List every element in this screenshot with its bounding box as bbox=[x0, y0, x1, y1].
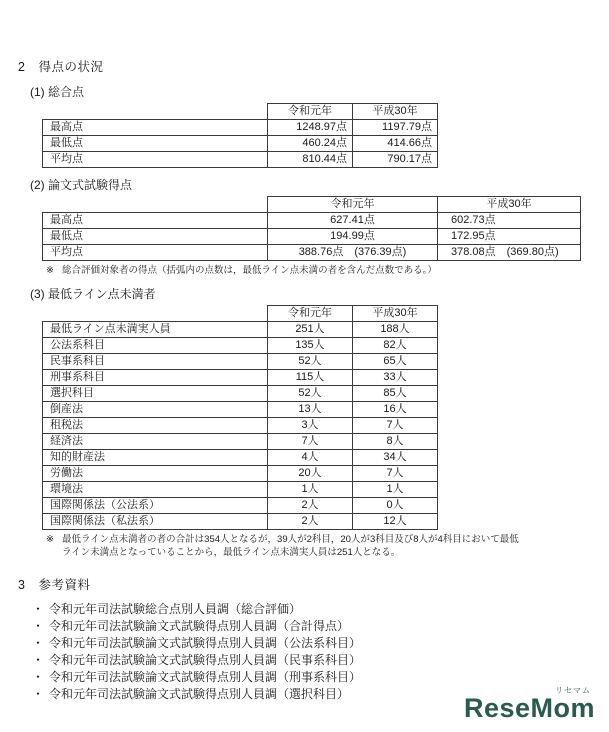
blank-corner-cell bbox=[43, 306, 268, 322]
reference-label: 令和元年司法試験総合点別人員調（総合評価） bbox=[49, 602, 302, 617]
cell-reiwa: 194.99点 bbox=[268, 229, 438, 245]
table-row bbox=[43, 245, 581, 261]
row-label: 国際関係法（私法系） bbox=[43, 514, 268, 530]
row-label: 最低点 bbox=[43, 229, 268, 245]
note-line-2: ライン未満点となっていることから，最低ライン点未満実人員は251人となる。 bbox=[61, 546, 401, 558]
col-header-reiwa: 令和元年 bbox=[268, 104, 353, 120]
cell-reiwa: 20人 bbox=[268, 466, 353, 482]
reference-label: 令和元年司法試験論文式試験得点別人員調（刑事系科目） bbox=[49, 670, 362, 685]
list-item bbox=[32, 652, 591, 669]
row-label: 最高点 bbox=[43, 213, 268, 229]
cell-reiwa: 1248.97点 bbox=[268, 120, 353, 136]
cell-heisei: 790.17点 bbox=[353, 152, 438, 168]
cell-heisei: 12人 bbox=[353, 514, 438, 530]
table-row bbox=[43, 338, 438, 354]
cell-heisei: 1人 bbox=[353, 482, 438, 498]
cell-heisei: 414.66点 bbox=[353, 136, 438, 152]
reference-label: 令和元年司法試験論文式試験得点別人員調（合計得点） bbox=[49, 619, 350, 634]
cell-heisei: 1197.79点 bbox=[353, 120, 438, 136]
note-text bbox=[62, 534, 519, 559]
cell-heisei: 34人 bbox=[353, 450, 438, 466]
note-mark: ※ bbox=[46, 534, 54, 546]
table-row bbox=[43, 418, 438, 434]
table-row bbox=[43, 120, 438, 136]
table-row bbox=[43, 213, 581, 229]
row-label: 最高点 bbox=[43, 120, 268, 136]
cell-heisei: 33人 bbox=[353, 370, 438, 386]
cell-reiwa: 52人 bbox=[268, 386, 353, 402]
cell-heisei: 65人 bbox=[353, 354, 438, 370]
table-row bbox=[43, 136, 438, 152]
cell-reiwa: 1人 bbox=[268, 482, 353, 498]
cell-reiwa: 460.24点 bbox=[268, 136, 353, 152]
bullet-icon: ・ bbox=[32, 670, 45, 685]
note-mark: ※ bbox=[46, 265, 54, 276]
row-label: 環境法 bbox=[43, 482, 268, 498]
subsection-belowline-title: (3) 最低ライン点未満者 bbox=[30, 287, 156, 302]
table-row bbox=[43, 450, 438, 466]
cell-reiwa: 52人 bbox=[268, 354, 353, 370]
table-row bbox=[43, 498, 438, 514]
cell-heisei: 16人 bbox=[353, 402, 438, 418]
cell-reiwa: 3人 bbox=[268, 418, 353, 434]
table-row bbox=[43, 466, 438, 482]
cell-heisei: 602.73点 bbox=[438, 213, 581, 229]
cell-heisei: 0人 bbox=[353, 498, 438, 514]
cell-reiwa: 251人 bbox=[268, 322, 353, 338]
row-label: 経済法 bbox=[43, 434, 268, 450]
row-label: 租税法 bbox=[43, 418, 268, 434]
table-row bbox=[43, 229, 581, 245]
row-label: 平均点 bbox=[43, 152, 268, 168]
col-header-heisei: 平成30年 bbox=[353, 104, 438, 120]
cell-heisei: 8人 bbox=[353, 434, 438, 450]
subsection-essay-title: (2) 論文式試験得点 bbox=[30, 178, 133, 192]
table-header-row bbox=[43, 306, 438, 322]
essay-table-note bbox=[46, 265, 591, 277]
list-item bbox=[32, 618, 591, 635]
table-row bbox=[43, 354, 438, 370]
cell-reiwa: 810.44点 bbox=[268, 152, 353, 168]
row-label: 労働法 bbox=[43, 466, 268, 482]
row-label: 民事系科目 bbox=[43, 354, 268, 370]
reference-label: 令和元年司法試験論文式試験得点別人員調（選択科目） bbox=[49, 687, 350, 702]
table-row bbox=[43, 370, 438, 386]
logo-mom-text: Mom bbox=[530, 693, 595, 723]
blank-corner-cell bbox=[43, 197, 268, 213]
logo-rese-text: Rese bbox=[463, 693, 531, 723]
col-header-heisei: 平成30年 bbox=[438, 197, 581, 213]
resemom-wordmark bbox=[464, 693, 595, 723]
cell-reiwa: 4人 bbox=[268, 450, 353, 466]
col-header-reiwa: 令和元年 bbox=[268, 306, 353, 322]
cell-reiwa: 388.76点 (376.39点) bbox=[268, 245, 438, 261]
reference-label: 令和元年司法試験論文式試験得点別人員調（民事系科目） bbox=[49, 653, 362, 668]
resemom-katakana-label: リセマム bbox=[555, 686, 591, 695]
table-row bbox=[43, 434, 438, 450]
row-label: 倒産法 bbox=[43, 402, 268, 418]
cell-heisei: 7人 bbox=[353, 418, 438, 434]
row-label: 知的財産法 bbox=[43, 450, 268, 466]
below-line-table-note bbox=[46, 534, 591, 559]
col-header-reiwa: 令和元年 bbox=[268, 197, 438, 213]
cell-heisei: 82人 bbox=[353, 338, 438, 354]
list-item bbox=[32, 669, 591, 686]
cell-reiwa: 7人 bbox=[268, 434, 353, 450]
table-row bbox=[43, 514, 438, 530]
row-label: 最低ライン点未満実人員 bbox=[43, 322, 268, 338]
list-item bbox=[32, 635, 591, 652]
section-score-title: 2 得点の状況 bbox=[18, 60, 104, 74]
subsection-total-title: (1) 総合点 bbox=[30, 85, 85, 99]
table-row bbox=[43, 402, 438, 418]
row-label: 刑事系科目 bbox=[43, 370, 268, 386]
bullet-icon: ・ bbox=[32, 636, 45, 651]
row-label: 選択科目 bbox=[43, 386, 268, 402]
row-label: 平均点 bbox=[43, 245, 268, 261]
cell-reiwa: 135人 bbox=[268, 338, 353, 354]
cell-heisei: 7人 bbox=[353, 466, 438, 482]
table-row bbox=[43, 386, 438, 402]
note-text: 総合評価対象者の得点（括弧内の点数は，最低ライン点未満の者を含んだ点数である。） bbox=[61, 265, 437, 276]
cell-heisei: 188人 bbox=[353, 322, 438, 338]
section-reference-title: 3 参考資料 bbox=[18, 578, 91, 593]
bullet-icon: ・ bbox=[32, 653, 45, 668]
reference-label: 令和元年司法試験論文式試験得点別人員調（公法系科目） bbox=[49, 636, 362, 651]
cell-reiwa: 2人 bbox=[268, 514, 353, 530]
table-header-row bbox=[43, 197, 581, 213]
cell-reiwa: 13人 bbox=[268, 402, 353, 418]
col-header-heisei: 平成30年 bbox=[353, 306, 438, 322]
resemom-logo bbox=[464, 687, 595, 722]
below-line-table bbox=[42, 305, 438, 530]
cell-heisei: 378.08点 (369.80点) bbox=[438, 245, 581, 261]
reference-section bbox=[18, 575, 591, 703]
cell-reiwa: 627.41点 bbox=[268, 213, 438, 229]
total-score-table bbox=[42, 103, 438, 168]
table-row bbox=[43, 482, 438, 498]
table-row bbox=[43, 322, 438, 338]
note-line-1: 最低ライン点未満者の者の合計は354人となるが，39人が2科目，20人が3科目及び8人が4科目において最低 bbox=[61, 534, 519, 546]
list-item bbox=[32, 601, 591, 618]
cell-heisei: 172.95点 bbox=[438, 229, 581, 245]
essay-score-table bbox=[42, 196, 581, 261]
cell-reiwa: 2人 bbox=[268, 498, 353, 514]
blank-corner-cell bbox=[43, 104, 268, 120]
row-label: 最低点 bbox=[43, 136, 268, 152]
bullet-icon: ・ bbox=[32, 602, 45, 617]
cell-heisei: 85人 bbox=[353, 386, 438, 402]
cell-reiwa: 115人 bbox=[268, 370, 353, 386]
table-row bbox=[43, 152, 438, 168]
bullet-icon: ・ bbox=[32, 619, 45, 634]
row-label: 公法系科目 bbox=[43, 338, 268, 354]
row-label: 国際関係法（公法系） bbox=[43, 498, 268, 514]
bullet-icon: ・ bbox=[32, 687, 45, 702]
table-header-row bbox=[43, 104, 438, 120]
